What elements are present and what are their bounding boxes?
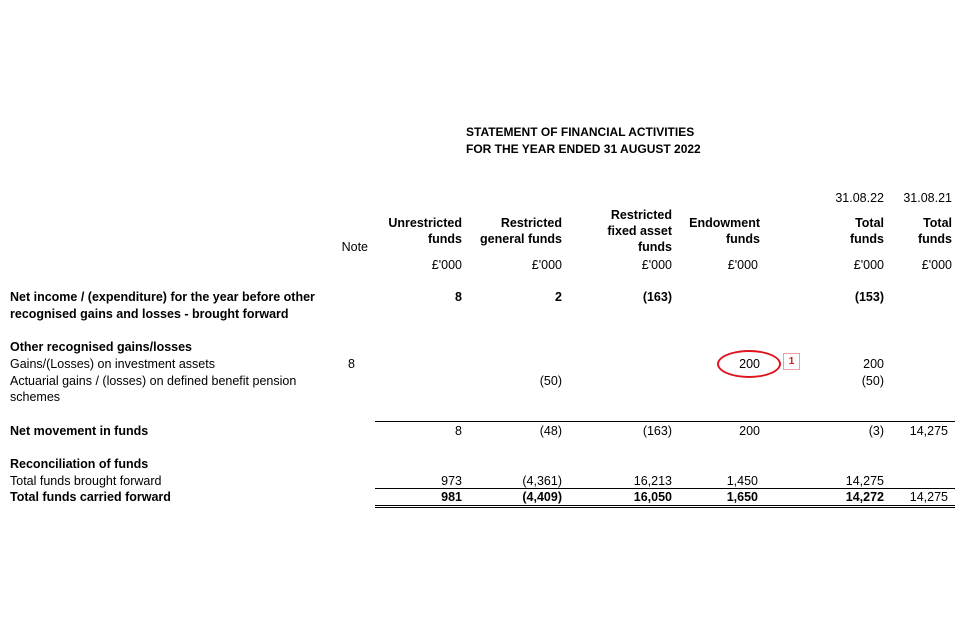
restricted-fixed-asset-funds-header: Restricted fixed asset funds: [607, 208, 672, 254]
investment-gains-total-2022: 200: [863, 357, 884, 371]
net-movement-label: Net movement in funds: [10, 424, 149, 438]
total-2022-unit: £'000: [853, 258, 884, 272]
annotation-marker[interactable]: 1: [783, 353, 800, 370]
note-column-header: Note: [341, 240, 368, 254]
restricted-general-unit: £'000: [531, 258, 562, 272]
carried-forward-restricted-fixed: 16,050: [633, 490, 672, 504]
actuarial-restricted-general: (50): [539, 374, 562, 388]
restricted-fixed-unit: £'000: [641, 258, 672, 272]
investment-gains-note: 8: [348, 357, 355, 371]
unrestricted-unit: £'000: [431, 258, 462, 272]
brought-forward-restricted-general: (4,361): [522, 474, 562, 488]
carried-forward-restricted-general: (4,409): [522, 490, 562, 504]
total-2022-date: 31.08.22: [835, 191, 884, 205]
brought-forward-label: Total funds brought forward: [10, 474, 162, 488]
restricted-general-funds-header: Restricted general funds: [480, 216, 562, 246]
carried-forward-endowment: 1,650: [726, 490, 758, 504]
brought-forward-endowment: 1,450: [726, 474, 758, 488]
net-income-unrestricted: 8: [455, 290, 462, 304]
net-movement-restricted-general: (48): [539, 424, 562, 438]
total-2021-unit: £'000: [921, 258, 952, 272]
net-income-restricted-fixed: (163): [642, 290, 672, 304]
statement-title: STATEMENT OF FINANCIAL ACTIVITIES: [466, 125, 695, 139]
carried-forward-unrestricted: 981: [441, 490, 462, 504]
net-income-label: Net income / (expenditure) for the year before other: [10, 290, 315, 304]
brought-forward-total-2022: 14,275: [845, 474, 884, 488]
statement-subtitle: FOR THE YEAR ENDED 31 AUGUST 2022: [466, 142, 701, 156]
investment-gains-endowment: 200: [739, 357, 760, 371]
total-double-line-top: [375, 505, 955, 506]
total-2021-header: Total funds: [917, 216, 952, 246]
divider-line: [375, 421, 955, 422]
total-2021-date: 31.08.21: [903, 191, 952, 205]
reconciliation-heading: Reconciliation of funds: [10, 457, 149, 471]
actuarial-total-2022: (50): [861, 374, 884, 388]
carried-forward-total-2022: 14,272: [845, 490, 884, 504]
carried-forward-total-2021: 14,275: [909, 490, 948, 504]
brought-forward-unrestricted: 973: [441, 474, 462, 488]
net-movement-total-2021: 14,275: [909, 424, 948, 438]
unrestricted-funds-header: Unrestricted funds: [388, 216, 462, 246]
investment-gains-label: Gains/(Losses) on investment assets: [10, 357, 215, 371]
net-income-restricted-general: 2: [555, 290, 562, 304]
actuarial-gains-label: Actuarial gains / (losses) on defined benefit pension: [10, 374, 297, 388]
subtotal-line: [375, 488, 955, 489]
actuarial-gains-label-cont: schemes: [10, 390, 61, 404]
net-income-total-2022: (153): [854, 290, 884, 304]
highlight-ellipse: [717, 350, 781, 378]
other-gains-heading: Other recognised gains/losses: [10, 340, 193, 354]
endowment-funds-header: Endowment funds: [689, 216, 760, 246]
total-2022-header: Total funds: [849, 216, 884, 246]
net-movement-endowment: 200: [739, 424, 760, 438]
total-double-line-bottom: [375, 507, 955, 508]
net-movement-unrestricted: 8: [455, 424, 462, 438]
brought-forward-restricted-fixed: 16,213: [633, 474, 672, 488]
net-income-label-cont: recognised gains and losses - brought forward: [10, 307, 289, 321]
endowment-unit: £'000: [727, 258, 758, 272]
net-movement-restricted-fixed: (163): [642, 424, 672, 438]
carried-forward-label: Total funds carried forward: [10, 490, 171, 504]
net-movement-total-2022: (3): [868, 424, 884, 438]
